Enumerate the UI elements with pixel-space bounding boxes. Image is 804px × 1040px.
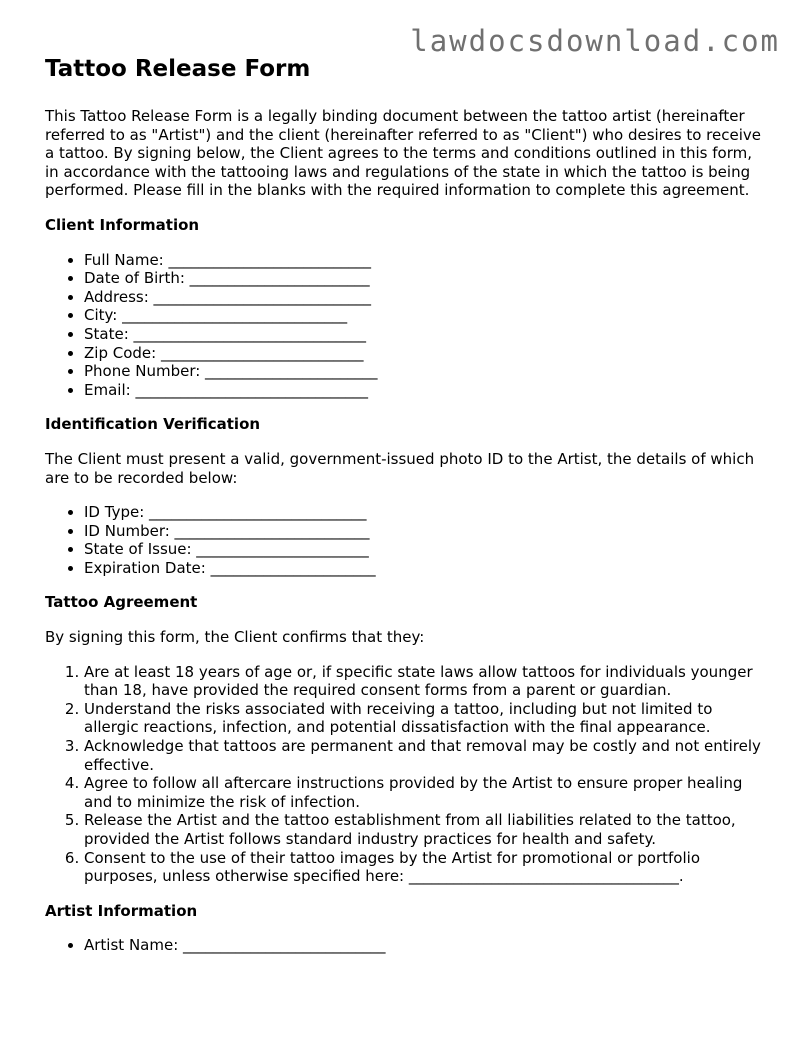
client-dob-field: • Date of Birth: ________________________ bbox=[84, 269, 763, 288]
artist-info-heading: Artist Information bbox=[45, 901, 198, 920]
artist-name-field: • Artist Name: ___________________________ bbox=[84, 936, 763, 955]
agreement-item: 5. Release the Artist and the tattoo establishment from all liabilities related to the tattoo, provided the Artist follows standard industry practices for health and safety. bbox=[84, 811, 763, 848]
id-expiration-date-field: • Expiration Date: ______________________ bbox=[84, 559, 763, 578]
agreement-item: 6. Consent to the use of their tattoo images by the Artist for promotional or portfolio purposes, unless otherwise specified here: ____________________________________. bbox=[84, 849, 763, 886]
client-info-heading: Client Information bbox=[45, 215, 200, 234]
client-zip-field: • Zip Code: ___________________________ bbox=[84, 344, 763, 363]
page-title: Tattoo Release Form bbox=[45, 56, 311, 82]
agreement-item: 3. Acknowledge that tattoos are permanent and that removal may be costly and not entirely effective. bbox=[84, 737, 763, 774]
id-verification-heading: Identification Verification bbox=[45, 415, 261, 434]
intro-paragraph: This Tattoo Release Form is a legally binding document between the tattoo artist (hereinafter referred to as "Artist") and the client (hereinafter referred to as "Client") who desires to receive a tattoo. By signing below, the Client agrees to the terms and conditions outlined in this form, in accordance with the tattooing laws and regulations of the state in which the tattoo is being performed. Please fill in the blanks with the required information to complete this agreement. bbox=[45, 107, 761, 200]
agreement-item: 2. Understand the risks associated with receiving a tattoo, including but not limited to allergic reactions, infection, and potential dissatisfaction with the final appearance. bbox=[84, 700, 763, 737]
id-state-of-issue-field: • State of Issue: _______________________ bbox=[84, 540, 763, 559]
client-full-name-field: • Full Name: ___________________________ bbox=[84, 251, 763, 270]
client-info-list bbox=[45, 251, 763, 400]
artist-info-list bbox=[45, 936, 763, 955]
id-verification-text: The Client must present a valid, government-issued photo ID to the Artist, the details of which are to be recorded below: bbox=[45, 449, 755, 487]
document-body bbox=[45, 54, 763, 971]
id-number-field: • ID Number: __________________________ bbox=[84, 522, 763, 541]
tattoo-agreement-heading: Tattoo Agreement bbox=[45, 593, 198, 612]
client-email-field: • Email: _______________________________ bbox=[84, 381, 763, 400]
tattoo-agreement-list bbox=[45, 663, 763, 886]
tattoo-agreement-text: By signing this form, the Client confirms that they: bbox=[45, 628, 425, 647]
agreement-item: 1. Are at least 18 years of age or, if specific state laws allow tattoos for individuals younger than 18, have provided the required consent forms from a parent or guardian. bbox=[84, 663, 763, 700]
client-state-field: • State: _______________________________ bbox=[84, 325, 763, 344]
agreement-item: 4. Agree to follow all aftercare instructions provided by the Artist to ensure proper healing and to minimize the risk of infection. bbox=[84, 774, 763, 811]
client-phone-field: • Phone Number: _______________________ bbox=[84, 362, 763, 381]
id-type-field: • ID Type: _____________________________ bbox=[84, 503, 763, 522]
client-city-field: • City: ______________________________ bbox=[84, 306, 763, 325]
client-address-field: • Address: _____________________________ bbox=[84, 288, 763, 307]
id-verification-list bbox=[45, 503, 763, 577]
watermark: lawdocsdownload.com bbox=[410, 24, 780, 58]
